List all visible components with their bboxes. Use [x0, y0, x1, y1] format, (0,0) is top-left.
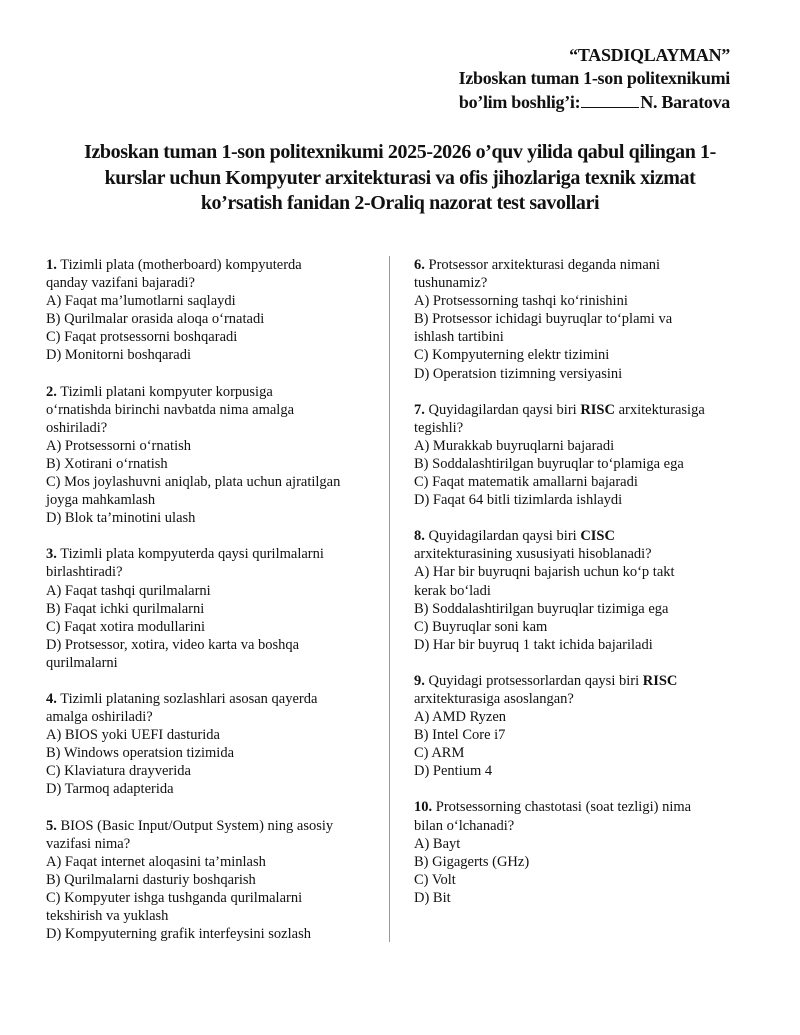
answer-option: B) Qurilmalarni dasturiy boshqarish [46, 871, 256, 888]
approval-role: bo’lim boshlig’i: [458, 92, 581, 112]
question-number: 8. [414, 528, 425, 545]
answer-option: B) Soddalashtirilgan buyruqlar to‘plamiga ega [414, 455, 684, 472]
question-6 [414, 256, 744, 383]
question-3 [46, 545, 376, 672]
cisc-keyword: CISC [580, 528, 615, 545]
answer-option: A) Murakkab buyruqlarni bajaradi [414, 437, 615, 454]
answer-option: D) Monitorni boshqaradi [46, 347, 191, 364]
answer-option: B) Intel Core i7 [414, 727, 506, 744]
question-text [46, 383, 376, 401]
question-text [46, 817, 376, 835]
answer-option: A) Faqat ma’lumotlarni saqlaydi [46, 293, 236, 310]
approval-name: N. Baratova [640, 92, 730, 112]
answer-option: D) Kompyuterning grafik interfeysini sozlash [46, 926, 311, 943]
answer-option: B) Gigagerts (GHz) [414, 853, 530, 870]
question-5 [46, 817, 376, 944]
question-number: 3. [46, 546, 57, 563]
approval-signature-line [459, 90, 730, 114]
questions-area [46, 256, 746, 946]
question-number: 4. [46, 690, 57, 707]
question-number: 6. [414, 257, 425, 273]
answer-option: A) Faqat internet aloqasini ta’minlash [46, 853, 266, 870]
question-line: Tizimli plataning sozlashlari asosan qayerda [60, 690, 318, 707]
answer-option: C) Faqat protsessorni boshqaradi [46, 329, 238, 346]
question-line: Tizimli plata kompyuterda qaysi qurilmalarni [60, 546, 324, 563]
answer-option: C) ARM [414, 745, 465, 762]
title-line-3: ko’rsatish fanidan 2-Oraliq nazorat test savollari [200, 192, 600, 214]
answer-option-continued: qurilmalarni [46, 654, 118, 671]
answer-option: D) Operatsion tizimning versiyasini [414, 365, 623, 382]
question-line: oshiriladi? [46, 419, 108, 436]
answer-option: A) Faqat tashqi qurilmalarni [46, 582, 211, 599]
risc-keyword: RISC [580, 401, 615, 418]
question-line: birlashtiradi? [46, 564, 123, 581]
question-line: tushunamiz? [414, 275, 488, 292]
question-10 [414, 798, 744, 907]
answer-option: B) Protsessor ichidagi buyruqlar to‘plami va [414, 311, 673, 328]
question-line: amalga oshiriladi? [46, 709, 153, 726]
question-line: tegishli? [414, 419, 464, 436]
approval-institution: Izboskan tuman 1-son politexnikumi [458, 68, 730, 88]
question-line: BIOS (Basic Input/Output System) ning asosiy [60, 817, 334, 834]
answer-option-continued: tekshirish va yuklash [46, 908, 169, 924]
answer-option: D) Faqat 64 bitli tizimlarda ishlaydi [414, 492, 623, 509]
question-line: o‘rnatishda birinchi navbatda nima amalga [46, 401, 295, 418]
answer-option: C) Mos joylashuvni aniqlab, plata uchun ajratilgan [46, 474, 341, 491]
question-line: arxitekturasiga [618, 401, 705, 418]
question-line: Protsessorning chastotasi (soat tezligi) nima [435, 799, 692, 816]
question-text [46, 545, 376, 563]
question-text [414, 256, 744, 274]
question-text [414, 401, 744, 419]
answer-option: B) Qurilmalar orasida aloqa o‘rnatadi [46, 311, 265, 328]
question-number: 10. [414, 799, 433, 816]
title-line-1: Izboskan tuman 1-son politexnikumi 2025-2026 o’quv yilida qabul qilingan 1- [84, 141, 716, 163]
answer-option: B) Faqat ichki qurilmalarni [46, 600, 205, 617]
question-line: Protsessor arxitekturasi deganda nimani [428, 257, 661, 273]
question-text [414, 672, 744, 690]
answer-option: C) Faqat xotira modullarini [46, 618, 206, 635]
answer-option: C) Kompyuterning elektr tizimini [414, 347, 610, 364]
question-line: vazifasi nima? [46, 835, 131, 852]
answer-option: D) Protsessor, xotira, video karta va boshqa [46, 636, 300, 653]
question-text [414, 798, 744, 816]
question-text [46, 690, 376, 708]
answer-option: A) AMD Ryzen [414, 709, 507, 726]
question-line: Quyidagilardan qaysi biri [428, 528, 577, 545]
answer-option: C) Faqat matematik amallarni bajaradi [414, 474, 638, 491]
answer-option: D) Pentium 4 [414, 763, 493, 780]
question-line: bilan o‘lchanadi? [414, 817, 515, 834]
question-line: Quyidagi protsessorlardan qaysi biri [428, 672, 640, 689]
question-number: 7. [414, 401, 425, 418]
answer-option: D) Bit [414, 889, 451, 906]
answer-option: D) Blok ta’minotini ulash [46, 510, 196, 527]
answer-option-continued: ishlash tartibini [414, 329, 504, 346]
answer-option: A) Protsessorning tashqi ko‘rinishini [414, 293, 628, 310]
risc-keyword: RISC [642, 672, 678, 689]
answer-option: D) Har bir buyruq 1 takt ichida bajariladi [414, 636, 653, 653]
question-number: 5. [46, 817, 57, 834]
question-line: arxitekturasining xususiyati hisoblanadi? [414, 546, 652, 563]
right-column [414, 256, 744, 925]
answer-option: C) Kompyuter ishga tushganda qurilmalarni [46, 889, 303, 906]
answer-option: C) Buyruqlar soni kam [414, 618, 548, 635]
document-title [40, 140, 760, 217]
question-number: 2. [46, 383, 57, 400]
answer-option: B) Soddalashtirilgan buyruqlar tizimiga ega [414, 600, 669, 617]
approval-block [459, 44, 730, 114]
answer-option: A) Bayt [414, 835, 461, 852]
answer-option: C) Volt [414, 871, 456, 888]
signature-blank [581, 90, 639, 108]
question-line: Tizimli plata (motherboard) kompyuterda [60, 257, 302, 273]
question-line: Quyidagilardan qaysi biri [428, 401, 577, 418]
title-line-2: kurslar uchun Kompyuter arxitekturasi va ofis jihozlariga texnik xizmat [104, 166, 696, 189]
answer-option-continued: kerak bo‘ladi [414, 582, 491, 599]
answer-option-continued: joyga mahkamlash [46, 492, 156, 509]
answer-option: B) Windows operatsion tizimida [46, 745, 235, 762]
answer-option: B) Xotirani o‘rnatish [46, 455, 168, 472]
question-number: 9. [414, 672, 425, 689]
answer-option: C) Klaviatura drayverida [46, 763, 191, 780]
question-1 [46, 256, 376, 365]
answer-option: A) Har bir buyruqni bajarish uchun ko‘p takt [414, 564, 675, 581]
question-line: arxitekturasiga asoslangan? [414, 690, 574, 707]
question-line: qanday vazifani bajaradi? [46, 275, 195, 292]
approval-heading: “TASDIQLAYMAN” [569, 45, 730, 65]
question-text [414, 527, 744, 545]
question-2 [46, 383, 376, 528]
question-4 [46, 690, 376, 799]
question-number: 1. [46, 257, 57, 273]
question-7 [414, 401, 744, 510]
question-line: Tizimli platani kompyuter korpusiga [60, 383, 273, 400]
question-8 [414, 527, 744, 654]
column-divider [389, 256, 390, 942]
answer-option: A) Protsessorni o‘rnatish [46, 437, 191, 454]
question-9 [414, 672, 744, 781]
answer-option: A) BIOS yoki UEFI dasturida [46, 727, 220, 744]
question-text [46, 256, 376, 274]
left-column [46, 256, 376, 961]
answer-option: D) Tarmoq adapterida [46, 781, 174, 798]
